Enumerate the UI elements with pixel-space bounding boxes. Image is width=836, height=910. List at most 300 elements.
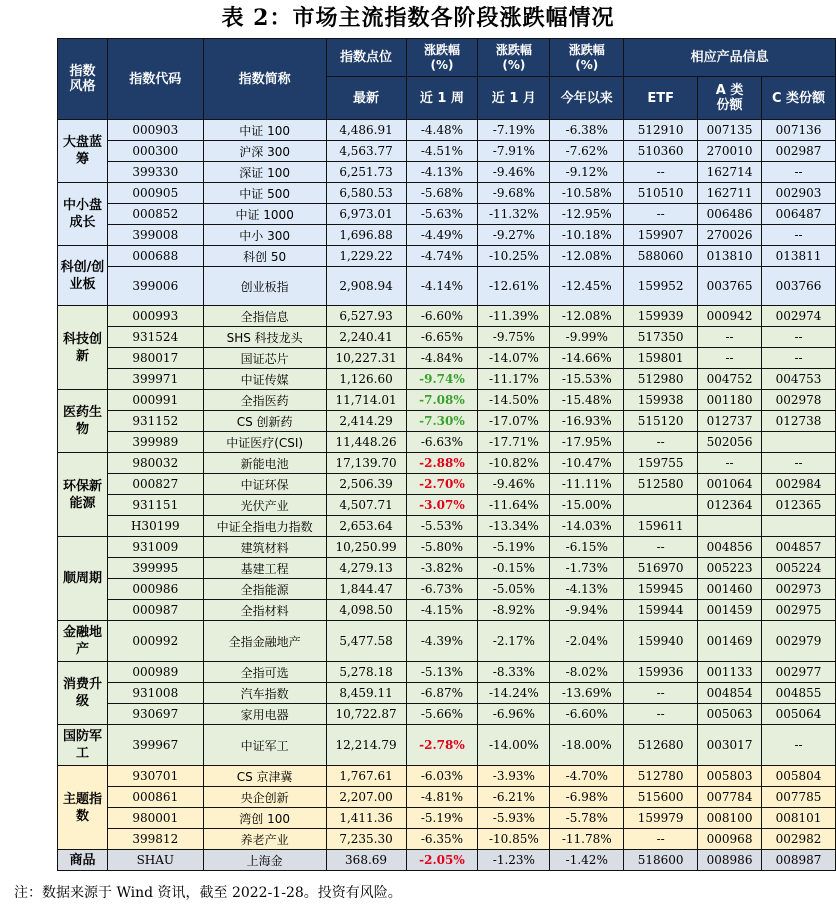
- month-change: -9.27%: [478, 225, 550, 246]
- header-week-chg: 涨跌幅 (%): [406, 39, 478, 77]
- a-share-code: 003765: [698, 267, 762, 306]
- c-share-code: 013811: [762, 246, 836, 267]
- index-name: 央企创新: [203, 787, 326, 808]
- month-change: -11.32%: [478, 204, 550, 225]
- index-name: 国证芯片: [203, 348, 326, 369]
- month-change: -6.21%: [478, 787, 550, 808]
- index-name: 全指金融地产: [203, 621, 326, 662]
- week-change: -4.84%: [406, 348, 478, 369]
- table-row: [58, 432, 836, 453]
- latest-points: 4,563.77: [326, 141, 406, 162]
- etf-code: --: [624, 704, 698, 725]
- index-name: 中证医疗(CSI): [203, 432, 326, 453]
- index-name: 上海金: [203, 850, 326, 871]
- month-change: -13.34%: [478, 516, 550, 537]
- ytd-change: -1.73%: [550, 558, 624, 579]
- latest-points: 2,506.39: [326, 474, 406, 495]
- index-name: 建筑材料: [203, 537, 326, 558]
- a-share-code: 005063: [698, 704, 762, 725]
- week-change: -4.49%: [406, 225, 478, 246]
- ytd-change: -9.94%: [550, 600, 624, 621]
- header-a-share: A 类份额: [698, 77, 762, 120]
- week-change: -5.53%: [406, 516, 478, 537]
- table-row: [58, 495, 836, 516]
- c-share-code: 002977: [762, 662, 836, 683]
- index-name: SHS 科技龙头: [203, 327, 326, 348]
- index-name: 深证 100: [203, 162, 326, 183]
- latest-points: 4,486.91: [326, 120, 406, 141]
- a-share-code: 012737: [698, 411, 762, 432]
- a-share-code: 162714: [698, 162, 762, 183]
- header-c-share: C 类份额: [762, 77, 836, 120]
- header-name: 指数简称: [203, 39, 326, 120]
- c-share-code: 002984: [762, 474, 836, 495]
- etf-code: 510510: [624, 183, 698, 204]
- a-share-code: 001459: [698, 600, 762, 621]
- latest-points: 1,696.88: [326, 225, 406, 246]
- ytd-change: -11.11%: [550, 474, 624, 495]
- month-change: -7.91%: [478, 141, 550, 162]
- latest-points: 1,767.61: [326, 766, 406, 787]
- ytd-change: -4.13%: [550, 579, 624, 600]
- index-code: 399330: [107, 162, 203, 183]
- etf-code: --: [624, 432, 698, 453]
- week-change: -4.15%: [406, 600, 478, 621]
- index-name: 中证 500: [203, 183, 326, 204]
- c-share-code: 012365: [762, 495, 836, 516]
- index-code: 000986: [107, 579, 203, 600]
- table-row: [58, 327, 836, 348]
- month-change: -10.85%: [478, 829, 550, 850]
- header-etf: ETF: [624, 77, 698, 120]
- table-row: [58, 348, 836, 369]
- table-header: [58, 39, 836, 120]
- c-share-code: [762, 516, 836, 537]
- index-code: 000905: [107, 183, 203, 204]
- a-share-code: 008100: [698, 808, 762, 829]
- ytd-change: -12.45%: [550, 267, 624, 306]
- index-code: 930701: [107, 766, 203, 787]
- index-name: CS 京津冀: [203, 766, 326, 787]
- header-month: 近 1 月: [478, 77, 550, 120]
- index-name: 全指信息: [203, 306, 326, 327]
- etf-code: 159952: [624, 267, 698, 306]
- c-share-code: 002982: [762, 829, 836, 850]
- etf-code: 518600: [624, 850, 698, 871]
- month-change: -17.07%: [478, 411, 550, 432]
- index-code: 980017: [107, 348, 203, 369]
- a-share-code: 502056: [698, 432, 762, 453]
- table-row: [58, 141, 836, 162]
- latest-points: 5,477.58: [326, 621, 406, 662]
- latest-points: 2,653.64: [326, 516, 406, 537]
- month-change: -0.15%: [478, 558, 550, 579]
- c-share-code: 002974: [762, 306, 836, 327]
- a-share-code: --: [698, 327, 762, 348]
- ytd-change: -9.99%: [550, 327, 624, 348]
- index-name: 全指可选: [203, 662, 326, 683]
- c-share-code: 005224: [762, 558, 836, 579]
- ytd-change: -15.48%: [550, 390, 624, 411]
- index-name: 全指能源: [203, 579, 326, 600]
- index-performance-table: [57, 38, 836, 871]
- a-share-code: 000942: [698, 306, 762, 327]
- month-change: -14.07%: [478, 348, 550, 369]
- table-row: [58, 120, 836, 141]
- table-row: [58, 725, 836, 766]
- a-share-code: 004856: [698, 537, 762, 558]
- c-share-code: 002978: [762, 390, 836, 411]
- index-name: 中证军工: [203, 725, 326, 766]
- week-change: -2.70%: [406, 474, 478, 495]
- month-change: -14.00%: [478, 725, 550, 766]
- etf-code: 516970: [624, 558, 698, 579]
- index-code: 000992: [107, 621, 203, 662]
- index-code: 931151: [107, 495, 203, 516]
- table-row: [58, 558, 836, 579]
- latest-points: 6,527.93: [326, 306, 406, 327]
- index-code: 399008: [107, 225, 203, 246]
- latest-points: 368.69: [326, 850, 406, 871]
- a-share-code: 005223: [698, 558, 762, 579]
- week-change: -6.73%: [406, 579, 478, 600]
- ytd-change: -17.95%: [550, 432, 624, 453]
- c-share-code: 005804: [762, 766, 836, 787]
- latest-points: 4,507.71: [326, 495, 406, 516]
- c-share-code: 002973: [762, 579, 836, 600]
- week-change: -6.03%: [406, 766, 478, 787]
- table-row: [58, 808, 836, 829]
- a-share-code: 001469: [698, 621, 762, 662]
- a-share-code: 007135: [698, 120, 762, 141]
- etf-code: 512980: [624, 369, 698, 390]
- index-name: CS 创新药: [203, 411, 326, 432]
- week-change: -6.87%: [406, 683, 478, 704]
- table-row: [58, 204, 836, 225]
- week-change: -9.74%: [406, 369, 478, 390]
- month-change: -6.96%: [478, 704, 550, 725]
- latest-points: 8,459.11: [326, 683, 406, 704]
- week-change: -3.07%: [406, 495, 478, 516]
- index-code: 000991: [107, 390, 203, 411]
- c-share-code: --: [762, 725, 836, 766]
- table-row: [58, 225, 836, 246]
- index-name: 科创 50: [203, 246, 326, 267]
- latest-points: 2,414.29: [326, 411, 406, 432]
- index-name: 基建工程: [203, 558, 326, 579]
- etf-code: --: [624, 204, 698, 225]
- a-share-code: 162711: [698, 183, 762, 204]
- a-share-code: 001133: [698, 662, 762, 683]
- a-share-code: 006486: [698, 204, 762, 225]
- table-row: [58, 162, 836, 183]
- c-share-code: 004857: [762, 537, 836, 558]
- etf-code: 159939: [624, 306, 698, 327]
- index-name: 中证传媒: [203, 369, 326, 390]
- etf-code: 159979: [624, 808, 698, 829]
- index-name: 中证环保: [203, 474, 326, 495]
- index-style-label: 国防军工: [58, 725, 108, 766]
- ytd-change: -12.08%: [550, 306, 624, 327]
- etf-code: 512680: [624, 725, 698, 766]
- ytd-change: -1.42%: [550, 850, 624, 871]
- c-share-code: --: [762, 225, 836, 246]
- month-change: -9.46%: [478, 474, 550, 495]
- a-share-code: --: [698, 453, 762, 474]
- month-change: -10.25%: [478, 246, 550, 267]
- latest-points: 5,278.18: [326, 662, 406, 683]
- c-share-code: 007136: [762, 120, 836, 141]
- ytd-change: -15.00%: [550, 495, 624, 516]
- c-share-code: --: [762, 327, 836, 348]
- index-code: 980001: [107, 808, 203, 829]
- c-share-code: 012738: [762, 411, 836, 432]
- latest-points: 1,126.60: [326, 369, 406, 390]
- c-share-code: 004753: [762, 369, 836, 390]
- latest-points: 11,714.01: [326, 390, 406, 411]
- etf-code: 515120: [624, 411, 698, 432]
- a-share-code: 270026: [698, 225, 762, 246]
- table-row: [58, 411, 836, 432]
- a-share-code: 001180: [698, 390, 762, 411]
- header-ytd-chg: 涨跌幅 (%): [550, 39, 624, 77]
- latest-points: 2,908.94: [326, 267, 406, 306]
- etf-code: 159755: [624, 453, 698, 474]
- week-change: -4.48%: [406, 120, 478, 141]
- header-latest: 最新: [326, 77, 406, 120]
- header-ytd: 今年以来: [550, 77, 624, 120]
- latest-points: 4,279.13: [326, 558, 406, 579]
- week-change: -4.14%: [406, 267, 478, 306]
- table-row: [58, 829, 836, 850]
- etf-code: 512780: [624, 766, 698, 787]
- table-row: [58, 516, 836, 537]
- ytd-change: -12.08%: [550, 246, 624, 267]
- c-share-code: --: [762, 162, 836, 183]
- index-code: 000852: [107, 204, 203, 225]
- ytd-change: -11.78%: [550, 829, 624, 850]
- table-row: [58, 474, 836, 495]
- index-code: 980032: [107, 453, 203, 474]
- ytd-change: -6.15%: [550, 537, 624, 558]
- ytd-change: -7.62%: [550, 141, 624, 162]
- week-change: -4.51%: [406, 141, 478, 162]
- index-name: 湾创 100: [203, 808, 326, 829]
- etf-code: 159801: [624, 348, 698, 369]
- header-points: 指数点位: [326, 39, 406, 77]
- latest-points: 6,973.01: [326, 204, 406, 225]
- index-style-label: 医药生物: [58, 390, 108, 453]
- a-share-code: 003017: [698, 725, 762, 766]
- ytd-change: -10.47%: [550, 453, 624, 474]
- latest-points: 2,240.41: [326, 327, 406, 348]
- month-change: -10.82%: [478, 453, 550, 474]
- ytd-change: -8.02%: [550, 662, 624, 683]
- index-name: 中证 1000: [203, 204, 326, 225]
- week-change: -5.68%: [406, 183, 478, 204]
- index-code: 000688: [107, 246, 203, 267]
- month-change: -1.23%: [478, 850, 550, 871]
- etf-code: 159907: [624, 225, 698, 246]
- table-body: [58, 120, 836, 871]
- index-name: 光伏产业: [203, 495, 326, 516]
- c-share-code: 002987: [762, 141, 836, 162]
- week-change: -5.13%: [406, 662, 478, 683]
- ytd-change: -10.18%: [550, 225, 624, 246]
- index-name: 中证全指电力指数: [203, 516, 326, 537]
- etf-code: 159945: [624, 579, 698, 600]
- index-code: 000861: [107, 787, 203, 808]
- week-change: -4.39%: [406, 621, 478, 662]
- table-row: [58, 369, 836, 390]
- index-style-label: 顺周期: [58, 537, 108, 621]
- latest-points: 6,251.73: [326, 162, 406, 183]
- index-name: 养老产业: [203, 829, 326, 850]
- index-code: 000989: [107, 662, 203, 683]
- etf-code: --: [624, 683, 698, 704]
- latest-points: 10,227.31: [326, 348, 406, 369]
- week-change: -6.35%: [406, 829, 478, 850]
- month-change: -17.71%: [478, 432, 550, 453]
- week-change: -6.65%: [406, 327, 478, 348]
- etf-code: --: [624, 829, 698, 850]
- table-row: [58, 683, 836, 704]
- index-style-label: 金融地产: [58, 621, 108, 662]
- index-code: SHAU: [107, 850, 203, 871]
- ytd-change: -6.60%: [550, 704, 624, 725]
- latest-points: 1,844.47: [326, 579, 406, 600]
- a-share-code: --: [698, 348, 762, 369]
- table-row: [58, 600, 836, 621]
- index-code: 399971: [107, 369, 203, 390]
- c-share-code: 007785: [762, 787, 836, 808]
- index-name: 创业板指: [203, 267, 326, 306]
- table-row: [58, 537, 836, 558]
- month-change: -9.46%: [478, 162, 550, 183]
- month-change: -11.17%: [478, 369, 550, 390]
- a-share-code: 008986: [698, 850, 762, 871]
- index-style-label: 大盘蓝筹: [58, 120, 108, 183]
- header-code: 指数代码: [107, 39, 203, 120]
- a-share-code: 001064: [698, 474, 762, 495]
- month-change: -11.64%: [478, 495, 550, 516]
- month-change: -5.93%: [478, 808, 550, 829]
- latest-points: 11,448.26: [326, 432, 406, 453]
- etf-code: 517350: [624, 327, 698, 348]
- table-row: [58, 579, 836, 600]
- etf-code: --: [624, 162, 698, 183]
- table-row: [58, 766, 836, 787]
- index-style-label: 中小盘成长: [58, 183, 108, 246]
- ytd-change: -14.66%: [550, 348, 624, 369]
- c-share-code: 005064: [762, 704, 836, 725]
- index-code: 399989: [107, 432, 203, 453]
- week-change: -2.05%: [406, 850, 478, 871]
- week-change: -7.08%: [406, 390, 478, 411]
- latest-points: 12,214.79: [326, 725, 406, 766]
- index-code: 399995: [107, 558, 203, 579]
- index-style-label: 科技创新: [58, 306, 108, 390]
- ytd-change: -14.03%: [550, 516, 624, 537]
- table-row: [58, 267, 836, 306]
- index-name: 沪深 300: [203, 141, 326, 162]
- c-share-code: --: [762, 453, 836, 474]
- week-change: -4.81%: [406, 787, 478, 808]
- etf-code: 510360: [624, 141, 698, 162]
- week-change: -5.66%: [406, 704, 478, 725]
- index-code: 931152: [107, 411, 203, 432]
- index-code: 399967: [107, 725, 203, 766]
- etf-code: --: [624, 537, 698, 558]
- month-change: -3.93%: [478, 766, 550, 787]
- week-change: -4.74%: [406, 246, 478, 267]
- a-share-code: 013810: [698, 246, 762, 267]
- table-row: [58, 306, 836, 327]
- etf-code: [624, 495, 698, 516]
- c-share-code: 008987: [762, 850, 836, 871]
- week-change: -5.19%: [406, 808, 478, 829]
- ytd-change: -2.04%: [550, 621, 624, 662]
- ytd-change: -12.95%: [550, 204, 624, 225]
- month-change: -7.19%: [478, 120, 550, 141]
- a-share-code: 004854: [698, 683, 762, 704]
- footnote: 注：数据来源于 Wind 资讯，截至 2022-1-28。投资有风险。: [14, 885, 402, 901]
- month-change: -8.33%: [478, 662, 550, 683]
- index-code: 000987: [107, 600, 203, 621]
- c-share-code: --: [762, 348, 836, 369]
- latest-points: 1,411.36: [326, 808, 406, 829]
- index-code: 000827: [107, 474, 203, 495]
- week-change: -4.13%: [406, 162, 478, 183]
- ytd-change: -5.78%: [550, 808, 624, 829]
- etf-code: 512910: [624, 120, 698, 141]
- table-row: [58, 453, 836, 474]
- ytd-change: -15.53%: [550, 369, 624, 390]
- week-change: -6.60%: [406, 306, 478, 327]
- ytd-change: -4.70%: [550, 766, 624, 787]
- index-code: 931524: [107, 327, 203, 348]
- ytd-change: -9.12%: [550, 162, 624, 183]
- c-share-code: 002979: [762, 621, 836, 662]
- index-code: 930697: [107, 704, 203, 725]
- a-share-code: 001460: [698, 579, 762, 600]
- month-change: -11.39%: [478, 306, 550, 327]
- index-code: 399812: [107, 829, 203, 850]
- c-share-code: 008101: [762, 808, 836, 829]
- index-name: 全指医药: [203, 390, 326, 411]
- table-title: 表 2：市场主流指数各阶段涨跌幅情况: [221, 5, 615, 31]
- index-name: 全指材料: [203, 600, 326, 621]
- table-row: [58, 246, 836, 267]
- a-share-code: 270010: [698, 141, 762, 162]
- c-share-code: 002975: [762, 600, 836, 621]
- c-share-code: 002903: [762, 183, 836, 204]
- etf-code: 159940: [624, 621, 698, 662]
- c-share-code: 003766: [762, 267, 836, 306]
- table-row: [58, 390, 836, 411]
- etf-code: 588060: [624, 246, 698, 267]
- a-share-code: 012364: [698, 495, 762, 516]
- a-share-code: 005803: [698, 766, 762, 787]
- month-change: -14.50%: [478, 390, 550, 411]
- index-style-label: 消费升级: [58, 662, 108, 725]
- etf-code: 512580: [624, 474, 698, 495]
- ytd-change: -10.58%: [550, 183, 624, 204]
- c-share-code: 006487: [762, 204, 836, 225]
- index-name: 中证 100: [203, 120, 326, 141]
- etf-code: 159938: [624, 390, 698, 411]
- week-change: -5.80%: [406, 537, 478, 558]
